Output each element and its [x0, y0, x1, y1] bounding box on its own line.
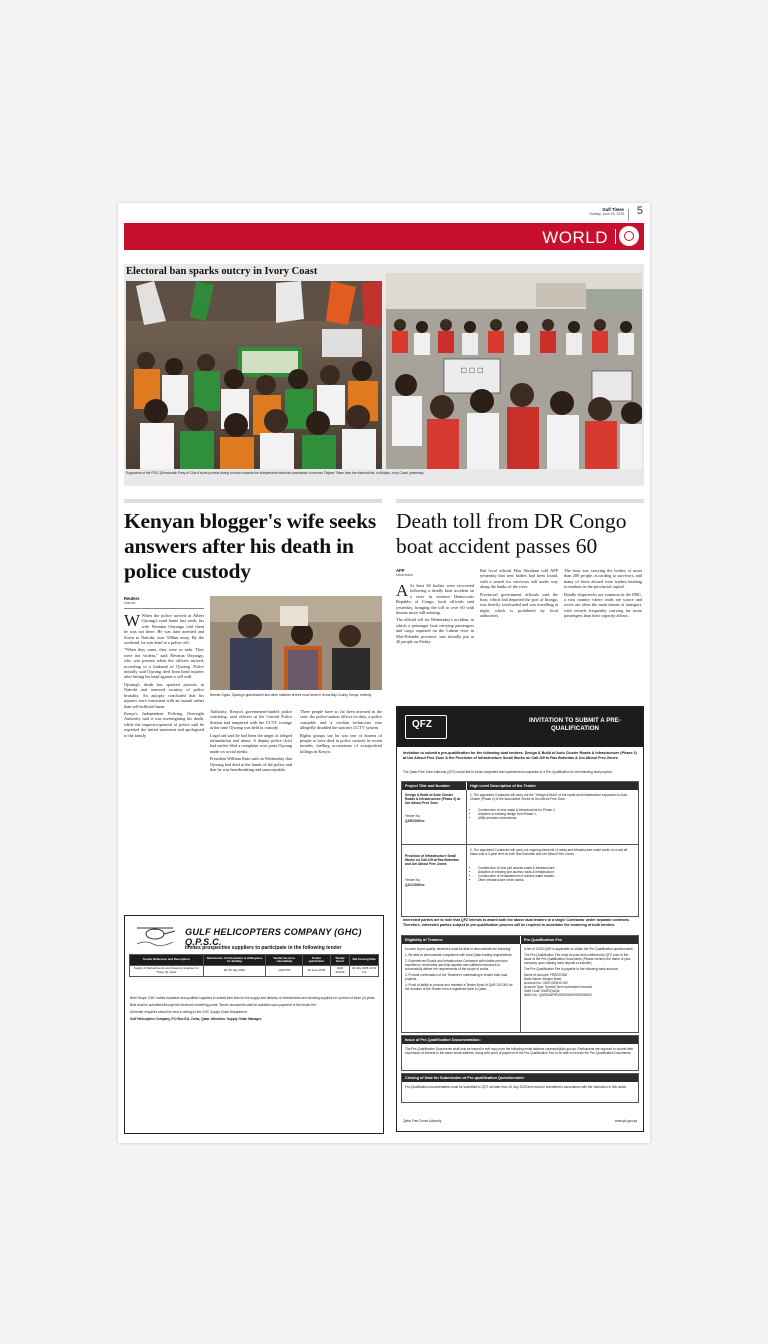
- protest-photo-right: [386, 273, 642, 469]
- qfz-fee-list: [524, 947, 636, 997]
- qfz-tender-1-desc: 1. The appointed Contractor will carry out the "Design & Build" of the roads and infrastructure expansion to Auto Cluster (Phase 2) of the Automotive Sector at Um Alhoul Free Zone.: [470, 793, 628, 801]
- congo-dateline: Mbandaka: [396, 573, 413, 577]
- kenya-para-2: "When they came, they were so rude. They were not violent," said Nevnina Onyango, who was present when the officers arrived, according to a husband of Ojwang. Police initially said Ojwang died from head injuries after hitting his head against a cell wall.: [124, 647, 204, 680]
- congo-dropcap: A: [396, 583, 409, 600]
- qfz-col-divider: [466, 790, 467, 916]
- kenya-para-9: Rights groups say he was one of dozens of people to have died in police custody in recent months, fuelling accusations of extrajudicial killings in Kenya.: [300, 732, 382, 754]
- ghc-cell: By 05 July 2025: [203, 965, 266, 976]
- list-item: • Adoption of existing design from Phase 1.: [478, 812, 642, 816]
- kenya-para-6: Legal aid said he had been the target of alleged intimidation and abuse. A deputy police chief had earlier filed a complaint over posts Ojwang made on social media.: [210, 732, 292, 754]
- qfz-logo-icon: QFZ: [405, 715, 447, 739]
- ghc-col-header: Tender Reference and Description: [130, 955, 204, 966]
- photo-story-headline: Electoral ban sparks outcry in Ivory Coast: [126, 266, 318, 277]
- qfz-intro: Invitation to submit a pre-qualification for the following dual tenders: Design & Build of Auto Cluster Roads & Infrastructure (Phase 2) at Um Alhoul Free Zone & the Provision of Infrastructure Small Works on Call-Off to Ras Bufontas & Um Alhoul Free Zones: [403, 751, 637, 760]
- masthead: [589, 207, 624, 216]
- ghc-table-header: [130, 955, 379, 966]
- protest-photo-left: [126, 281, 382, 469]
- congo-byline-agency: AFP: [396, 568, 405, 573]
- qfz-tender-2-title: Provision of Infrastructure Small Works on Call-Off at Ras Bufontas and Um Alhoul Free Zones: [405, 854, 459, 867]
- ghc-company: GULF HELICOPTERS COMPANY (GHC) Q.P.S.C.: [185, 927, 362, 947]
- qfz-footer-left: Qatar Free Zones Authority: [403, 1119, 442, 1123]
- qfz-tender-2-no-label: Tender No:: [405, 878, 421, 882]
- qfz-closing-box: [401, 1073, 639, 1103]
- story-rule-left: [124, 499, 382, 503]
- qfz-header: [397, 707, 643, 747]
- ghc-note: All tender enquiries should be sent in writing to the GHC Supply Chain Department.: [130, 1010, 248, 1014]
- ghc-col-header: Bid Closing Date: [350, 955, 379, 966]
- ghc-cell: Supply of Refreshments and Cleaning Supplies for Three (3) Years: [130, 965, 204, 976]
- congo-para-6: Deadly shipwrecks are common in the DRC, a vast country where roads are scarce and rivers are often the main means of transport, with vessels frequently carrying far more passengers than their capacity allows.: [564, 591, 642, 619]
- qfz-eligibility-box: [401, 935, 639, 1033]
- congo-column-1: [396, 583, 474, 699]
- congo-para-2: The official toll for Wednesday's accident, in which a passenger boat carrying passengers and cargo capsized on the Lukeni river in Mai-Ndombe province, was initially put at 40 people on Friday.: [396, 617, 474, 645]
- list-item: The Pre-Qualification Fee must be paid and confirmed by QFZ prior to the issue of the Pre-Qualification Documents (Please mention the name of your company upon making bank deposit or transfer): [524, 953, 631, 965]
- list-item: The Pre-Qualification Fee is payable to the following bank account:: [524, 967, 619, 971]
- list-item: • Construction of reinstatement of surface water swales.: [478, 874, 642, 878]
- qfz-col2-header: High Level Description of the Tender: [466, 782, 638, 790]
- globe-icon: [619, 226, 639, 246]
- byline-divider: [124, 608, 204, 609]
- kenya-para-1: When the police arrived at Albert Ojwang's rural home last week, his wife Nevnina Onyango told them he was not there. He was later arrested and flown to Nairobi, over 350km away. By the weekend, he was dead in a police cell.: [124, 613, 204, 646]
- qfz-tender-2-desc: 2. The appointed Contractor will carry out ongoing elements of roads and infrastructure small works on a call-off basis over a 3-year term at both Ras Bufontas and Um Alhoul Free Zones.: [470, 848, 628, 856]
- congo-para-3: But local official Hon Abraham told AFP yesterday that new bodies had been found, with a search for survivors still under way along the banks of the river.: [480, 568, 558, 590]
- list-item: In order to pre-qualify, tenderers must be able to demonstrate the following:: [405, 947, 512, 951]
- ghc-cell: QAR 500: [266, 965, 303, 976]
- masthead-divider: [628, 209, 629, 221]
- kenya-photo-caption: Nereah Ogutu, Ojwang's grandmother and other relatives at their rural home in Homa Bay County, Kenya, recently.: [210, 693, 372, 697]
- qfz-col1-header: Project Title and Number: [402, 782, 466, 790]
- qfz-tender-1-no: QAR/2025/xx: [405, 819, 425, 823]
- ghc-notes: [130, 996, 376, 1024]
- list-item: • Construction of new roads & infrastructure for Phase 2.: [478, 808, 642, 812]
- list-item: Name of Account: FREEZONE: [524, 973, 568, 977]
- kenya-photo: [210, 596, 382, 690]
- congo-column-3: [564, 568, 642, 699]
- congo-column-2: [480, 568, 558, 699]
- list-item: 1. Be able to demonstrate compliance with local Qatar trading requirements.: [405, 953, 513, 957]
- paper-name: Gulf Times: [602, 207, 624, 212]
- ghc-note: Gulf Helicopters Company, P.O Box 811, Doha, Qatar. Attention: Supply Chain Manager.: [130, 1017, 262, 1021]
- congo-para-4: Provincial government officials said the boat, which had departed the port of Inongo, was heavily overloaded and was travelling at night, which is prohibited by local authorities.: [480, 591, 558, 619]
- ghc-col-header: Tender Bond: [330, 955, 350, 966]
- qfz-eligibility-header: Eligibility of Tenders:: [402, 936, 520, 944]
- congo-byline: [396, 568, 413, 578]
- ghc-cell: 15 June 2025: [303, 965, 330, 976]
- kenya-para-5: Authority, Kenya's government-funded police watchdog, said officers at the Central Police Station had tampered with the CCTV footage at the time Ojwang was held in custody.: [210, 709, 292, 731]
- qfz-issue-header: Issue of Pre-Qualification Documentation:: [402, 1036, 638, 1044]
- svg-text:☐ ☐ ☐: ☐ ☐ ☐: [460, 368, 484, 375]
- qfz-tender-table: [401, 781, 639, 917]
- qfz-row-divider: [402, 844, 638, 845]
- ghc-invite: Invites prospective suppliers to participate in the following tender: [185, 945, 342, 951]
- qfz-issue-box: [401, 1035, 639, 1071]
- ghc-note: Brief Scope: GHC invites reputable and qualified suppliers to submit their bids for the supply and delivery of refreshments and cleaning supplies for a period of three (3) years.: [130, 996, 376, 1000]
- kenya-dateline: Nairobi: [124, 601, 136, 605]
- list-item: 3. Provide confirmation of the Tenderer's undertaking to tender both dual projects.: [405, 973, 508, 981]
- qfz-tender-2-no: QAC/2025/xx: [405, 883, 425, 887]
- qfz-intro-sub: The Qatar Free Zone Authority (QFZ) would like to invite competent and experienced companies to a Pre-Qualification for the following dual projects:: [403, 770, 613, 774]
- ghc-col-header: Submission of Information & willingness for bidding: [203, 955, 266, 966]
- congo-para-5: The boat was carrying the bodies of more than 200 people, according to survivors, and many of those aboard were traders heading to markets in the provincial capital.: [564, 568, 642, 590]
- kenya-dropcap: W: [124, 613, 141, 630]
- list-item: IBAN No.: QA00MAFR00000000000000000000: [524, 993, 592, 997]
- kenya-para-4: Kenya's Independent Policing Oversight Authority said it was investigating his death, while the inspector-general of police said he regretted the initial statement and apologised to the family.: [124, 710, 204, 738]
- qfz-closing-text: Pre-Qualification documentation must be submitted to QFZ not later than 15 July 2025 and must be submitted in accordance with the instruction in this notice.: [405, 1085, 628, 1089]
- section-label: WORLD: [542, 228, 608, 247]
- story-rule-right: [396, 499, 644, 503]
- ghc-tender-table: [129, 954, 379, 977]
- list-item: 2. Experienced Roads and Infrastructure Contractor with similar previous experience, technically and fully capable and sufficient resources to successfully deliver the requirements of the scope of works.: [405, 959, 508, 971]
- ghc-advert: [124, 915, 384, 1134]
- list-item: Account Type: Special Term Investment Account: [524, 985, 593, 989]
- congo-headline: Death toll from DR Congo boat accident passes 60: [396, 509, 627, 558]
- ghc-col-header: Tender fee (non-refundable): [266, 955, 303, 966]
- list-item: A fee of 2,000 QAR is applicable to obtain the Pre-Qualification questionnaire.: [524, 947, 634, 951]
- ghc-cell: QAR 20,000: [330, 965, 350, 976]
- helicopter-logo-icon: [133, 924, 177, 948]
- qfz-tender-1-title: Design & Build of Auto Cluster Roads & Infrastructure (Phase 2) at Um Alhoul Free Zone: [405, 793, 461, 806]
- kenya-headline: Kenyan blogger's wife seeks answers after his death in police custody: [124, 509, 376, 583]
- qfz-eligibility-list: [405, 947, 517, 993]
- photo-caption: Supporters of the PDCI (Democratic Party of Côte d'Ivoire) protest during a march towards the Independent electoral commission to remove Tidjane Thiam from the electoral list, in Abidjan, Ivory Coast, yesterday.: [126, 471, 424, 475]
- qfz-footer-right: www.qfz.gov.qa: [614, 1119, 637, 1123]
- list-item: • Utility services connections.: [478, 816, 642, 820]
- kenya-byline-agency: Reuters: [124, 596, 140, 601]
- kenya-column-1: [124, 613, 204, 909]
- issue-date: Sunday, June 15, 2025: [589, 212, 624, 216]
- qfz-closing-header: Closing of Date for Submission of Pre-qualification Questionnaire:: [402, 1074, 638, 1082]
- kenya-column-2: [210, 709, 292, 909]
- qfz-notice: Interested parties are to note that QFZ intends to award both the above dual tenders to a single Contractor under separate contracts. Therefore, interested parties subject to pre-qualification process will be required to undertake the tendering of both tenders.: [403, 918, 630, 927]
- list-item: • Other infrastructure minor works.: [478, 878, 642, 882]
- list-item: Bank Name: Alhayer Bank: [524, 977, 562, 981]
- qfz-tender-1-no-label: Tender No:: [405, 814, 421, 818]
- newspaper-page: [118, 203, 650, 1143]
- list-item: Account No.: 0000 000000 000: [524, 981, 568, 985]
- list-item: 4. Proof of ability to provide and maintain a Tender Bond of QAR 200,000 for the duration of the Tender from a registered bank in Qatar.: [405, 983, 513, 991]
- section-separator: [615, 229, 617, 244]
- qfz-issue-text: The Pre-Qualification Documents shall only be issued in soft copy from the following email address contracts@qfz.gov.qa. Participants are required to submit their expression of interest to the same email address, along with proof of payment of the Pre-Qualification Fee to be able to receive the Pre-Qualification Documents.: [405, 1047, 634, 1055]
- kenya-para-7: President William Ruto said on Wednesday that Ojwang had died at the hands of the police and that he was heartbreaking and unacceptable.: [210, 756, 292, 773]
- congo-para-1: At least 60 bodies were recovered following a deadly boat accident on a river in western Democratic Republic of Congo, local officials said yesterday, bringing the toll to over 60 with dozens more still missing.: [396, 583, 474, 616]
- qfz-title: INVITATION TO SUBMIT A PRE-QUALIFICATION: [528, 717, 621, 732]
- list-item: • Construction of new plot access roads & infrastructure.: [478, 866, 642, 870]
- kenya-para-3: Ojwang's death has sparked protests in Nairobi and renewed scrutiny of police brutality. An autopsy concluded that his injuries were consistent with an assault rather than self-inflicted harm.: [124, 681, 204, 709]
- kenya-column-3: [300, 709, 382, 909]
- ghc-note: Bids shall be submitted through the electronic tendering portal. Tender documents shall be available upon payment of the tender fee.: [130, 1003, 317, 1007]
- qfz-tender-2-list: [470, 866, 642, 882]
- list-item: Swift Code: MARVQAQA: [524, 989, 560, 993]
- kenya-para-8: Three people have so far been arrested in the case: the police-station officer on duty, a police constable and a civilian technician who allegedly disabled the station's CCTV system.: [300, 709, 382, 731]
- page-number: 5: [636, 205, 643, 217]
- qfz-eligibility-divider: [520, 944, 521, 1032]
- list-item: • Adoption of existing plot access roads & infrastructure.: [478, 870, 642, 874]
- ghc-col-header: Tender publication: [303, 955, 330, 966]
- kenya-byline: [124, 596, 140, 606]
- table-row: [130, 965, 379, 976]
- qfz-fee-header: Pre-Qualification Fee: [520, 936, 638, 944]
- qfz-tender-1-list: [470, 808, 642, 820]
- qfz-advert: [396, 706, 644, 1132]
- ghc-cell: 29 July 2025 11:00 hrs: [350, 965, 379, 976]
- section-bar: [124, 223, 644, 250]
